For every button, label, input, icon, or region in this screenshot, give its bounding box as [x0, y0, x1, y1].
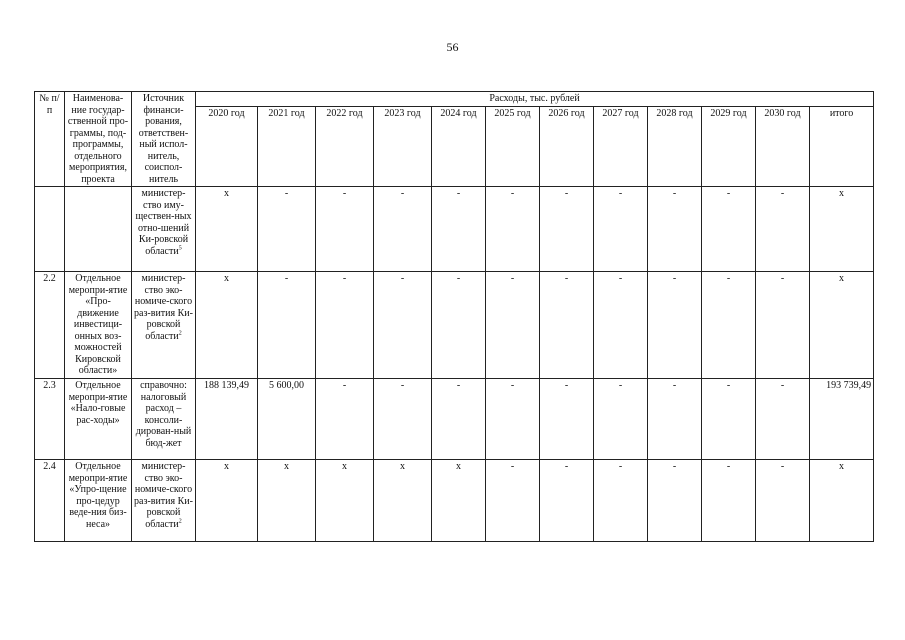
row-source-text: министер-ство эко-номиче-ского раз-вития Ки-ровской области	[134, 273, 193, 342]
cell-total: x	[810, 272, 874, 379]
col-header-year: 2030 год	[756, 106, 810, 186]
cell-value: -	[374, 379, 432, 460]
row-name	[65, 187, 132, 272]
col-header-year: 2020 год	[196, 106, 258, 186]
row-num: 2.2	[35, 272, 65, 379]
cell-value: -	[756, 460, 810, 542]
cell-value: -	[540, 272, 594, 379]
budget-table	[34, 91, 874, 542]
cell-value: -	[594, 187, 648, 272]
row-source	[132, 187, 196, 272]
col-header-year: 2026 год	[540, 106, 594, 186]
col-header-expenses: Расходы, тыс. рублей	[196, 92, 874, 107]
row-source	[132, 379, 196, 460]
cell-value: -	[316, 272, 374, 379]
row-name: Отдельное меропри-ятие «Про-движение инвестици-онных воз-можностей Кировской области»	[65, 272, 132, 379]
cell-value: -	[756, 187, 810, 272]
cell-value: -	[486, 272, 540, 379]
row-source	[132, 272, 196, 379]
cell-value: -	[648, 272, 702, 379]
cell-value: -	[702, 272, 756, 379]
cell-value: -	[594, 460, 648, 542]
col-header-name: Наименова-ние государ-ственной про-граммы, под-программы, отдельного мероприятия, проекта	[65, 92, 132, 187]
col-header-num: № п/п	[35, 92, 65, 187]
header-row-top	[35, 92, 874, 107]
footnote-mark: 2	[178, 518, 182, 525]
cell-value: -	[316, 187, 374, 272]
col-header-year: 2028 год	[648, 106, 702, 186]
footnote-mark: 5	[178, 245, 182, 252]
cell-value: -	[648, 379, 702, 460]
cell-value: -	[540, 187, 594, 272]
cell-value: x	[316, 460, 374, 542]
cell-value: -	[594, 379, 648, 460]
table-row	[35, 272, 874, 379]
cell-value: x	[432, 460, 486, 542]
row-source-text: министер-ство иму-ществен-ных отно-шений Ки-ровской области	[135, 188, 192, 257]
row-num	[35, 187, 65, 272]
col-header-year: 2029 год	[702, 106, 756, 186]
cell-value: -	[540, 379, 594, 460]
row-source-text: справочно: налоговый расход – консоли-дирован-ный бюд-жет	[135, 380, 192, 449]
col-header-source: Источник финанси-рования, ответствен-ный испол-нитель, соиспол-нитель	[132, 92, 196, 187]
cell-value: -	[374, 272, 432, 379]
cell-value: -	[756, 272, 810, 379]
cell-value: -	[648, 187, 702, 272]
cell-value: -	[648, 460, 702, 542]
col-header-year: 2021 год	[258, 106, 316, 186]
cell-value: -	[756, 379, 810, 460]
cell-value: -	[486, 379, 540, 460]
cell-value: -	[594, 272, 648, 379]
row-source	[132, 460, 196, 542]
table-row	[35, 187, 874, 272]
cell-value: -	[258, 187, 316, 272]
cell-value: 5 600,00	[258, 379, 316, 460]
row-source-text: министер-ство эко-номиче-ского раз-вития Ки-ровской области	[134, 461, 193, 530]
table-row	[35, 460, 874, 542]
cell-value: x	[196, 460, 258, 542]
row-name: Отдельное меропри-ятие «Нало-говые рас-ходы»	[65, 379, 132, 460]
cell-total: x	[810, 460, 874, 542]
cell-value: -	[432, 379, 486, 460]
cell-value: -	[702, 460, 756, 542]
cell-value: -	[486, 460, 540, 542]
cell-value: -	[432, 272, 486, 379]
col-header-year: 2022 год	[316, 106, 374, 186]
cell-value: x	[196, 187, 258, 272]
footnote-mark: 2	[178, 330, 182, 337]
cell-value: 188 139,49	[196, 379, 258, 460]
cell-value: -	[316, 379, 374, 460]
col-header-year: 2024 год	[432, 106, 486, 186]
cell-total: 193 739,49	[810, 379, 874, 460]
cell-value: x	[374, 460, 432, 542]
col-header-year: 2025 год	[486, 106, 540, 186]
cell-total: x	[810, 187, 874, 272]
page-number: 56	[446, 40, 459, 54]
cell-value: x	[196, 272, 258, 379]
cell-value: -	[486, 187, 540, 272]
col-header-total: итого	[810, 106, 874, 186]
row-num: 2.4	[35, 460, 65, 542]
table-row	[35, 379, 874, 460]
cell-value: -	[540, 460, 594, 542]
cell-value: -	[432, 187, 486, 272]
row-num: 2.3	[35, 379, 65, 460]
col-header-year: 2027 год	[594, 106, 648, 186]
row-name: Отдельное меропри-ятие «Упро-щение про-цедур веде-ния биз-неса»	[65, 460, 132, 542]
cell-value: -	[374, 187, 432, 272]
cell-value: -	[258, 272, 316, 379]
cell-value: -	[702, 379, 756, 460]
col-header-year: 2023 год	[374, 106, 432, 186]
cell-value: -	[702, 187, 756, 272]
cell-value: x	[258, 460, 316, 542]
